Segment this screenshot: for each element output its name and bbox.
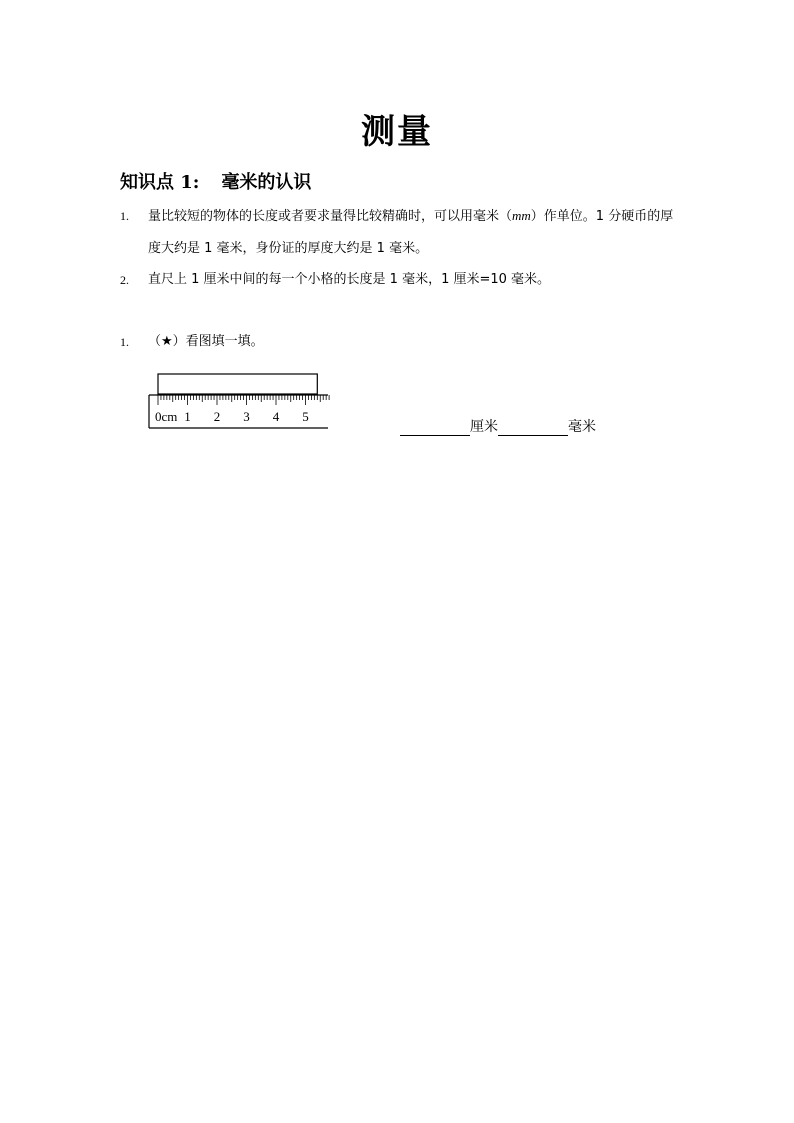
mm-blank[interactable] [498, 419, 568, 436]
point-number: 1. [120, 209, 129, 223]
answer-line [400, 416, 596, 436]
section-topic: 毫米的认识 [221, 172, 312, 193]
knowledge-point-1 [120, 200, 680, 265]
section-label: 知识点 1: [120, 172, 200, 193]
point-text: 直尺上 1 厘米中间的每一个小格的长度是 1 毫米，1 厘米=10 毫米。 [148, 272, 551, 287]
ruler-label: 1 [184, 409, 191, 424]
cm-unit: 厘米 [470, 419, 498, 435]
point-number: 2. [120, 273, 129, 287]
ruler-label: 2 [213, 409, 221, 424]
unit-mm: mm [512, 208, 531, 223]
exercise-1 [120, 326, 680, 358]
cm-blank[interactable] [400, 419, 470, 436]
ruler-label: 5 [302, 409, 309, 424]
section-heading [120, 168, 311, 194]
page-title: 测量 [361, 112, 433, 152]
point-text: 量比较短的物体的长度或者要求量得比较精确时，可以用毫米（mm）作单位。1 分硬币的厚度大约是 1 毫米，身份证的厚度大约是 1 毫米。 [148, 208, 674, 256]
ruler-label: 0cm [155, 409, 178, 424]
mm-unit: 毫米 [568, 419, 596, 435]
ruler [149, 395, 329, 428]
ruler-figure [148, 370, 330, 432]
ruler-label: 3 [243, 409, 250, 424]
exercise-number: 1. [120, 335, 129, 349]
exercise-text: （★）看图填一填。 [148, 334, 264, 349]
knowledge-point-2 [120, 264, 680, 296]
ruler-illustration [148, 370, 330, 432]
ruler-label: 4 [272, 409, 280, 424]
measured-object [158, 374, 317, 394]
